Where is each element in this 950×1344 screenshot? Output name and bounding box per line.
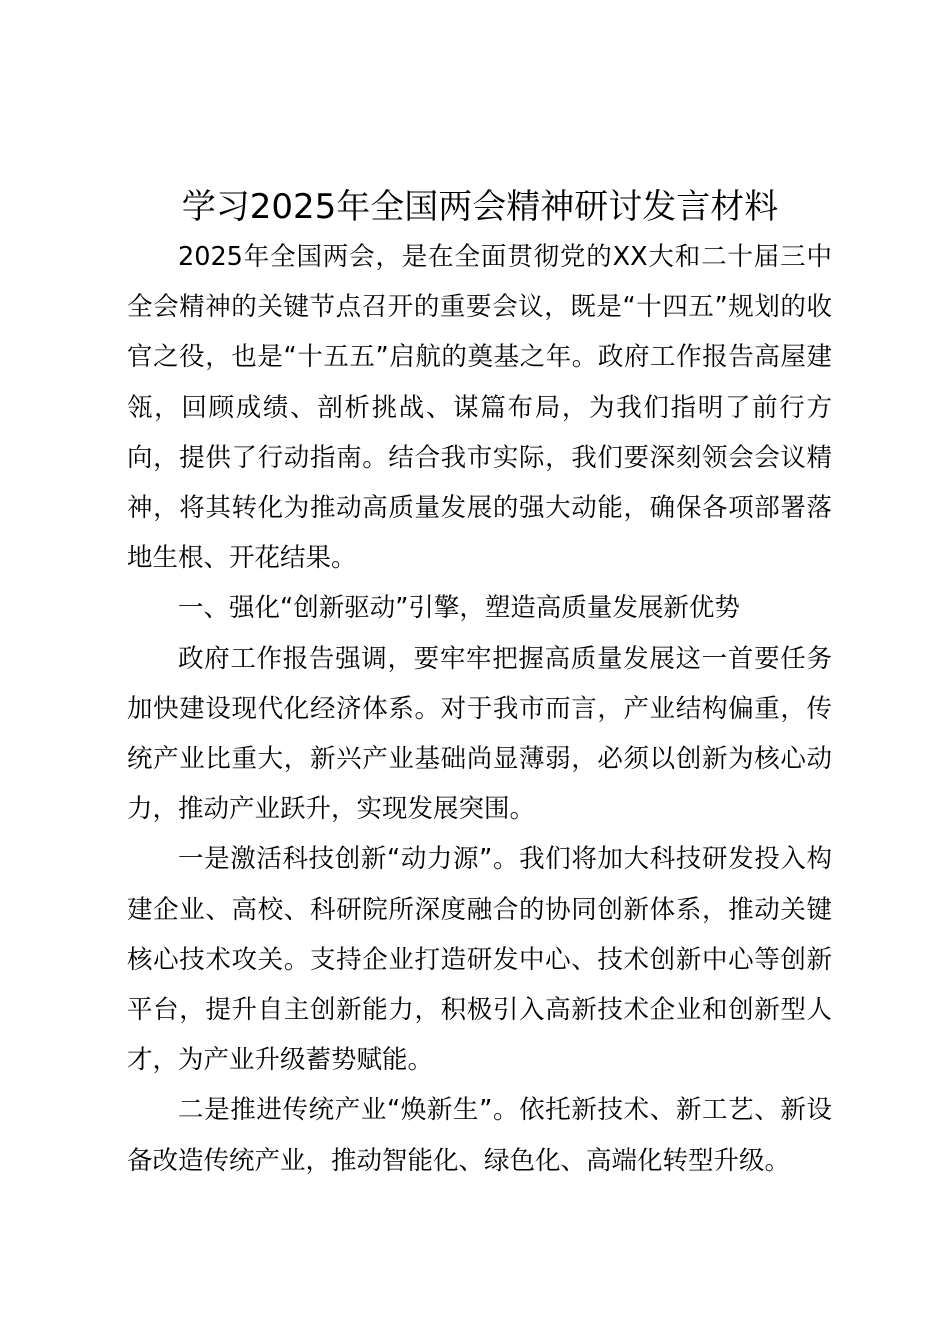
section-heading: 一、强化“创新驱动”引擎，塑造高质量发展新优势 — [178, 593, 740, 624]
section-paragraph: 政府工作报告强调，要牢牢把握高质量发展这一首要任务加快建设现代化经济体系。对于我市而言，产业结构偏重，传统产业比重大，新兴产业基础尚显薄弱，必须以创新为核心动力，推动产业跃升，实现发展突围。 — [127, 643, 832, 825]
point-one-paragraph: 一是激活科技创新“动力源”。我们将加大科技研发投入构建企业、高校、科研院所深度融合的协同创新体系，推动关键核心技术攻关。支持企业打造研发中心、技术创新中心等创新平台，提升自主创新能力，积极引入高新技术企业和创新型人才，为产业升级蓄势赋能。 — [127, 844, 832, 1076]
point-two-paragraph: 二是推进传统产业“焕新生”。依托新技术、新工艺、新设备改造传统产业，推动智能化、绿色化、高端化转型升级。 — [127, 1095, 832, 1176]
intro-paragraph: 2025年全国两会，是在全面贯彻党的XX大和二十届三中全会精神的关键节点召开的重要会议，既是“十四五”规划的收官之役，也是“十五五”启航的奠基之年。政府工作报告高屋建瓴，回顾成绩、剖析挑战、谋篇布局，为我们指明了前行方向，提供了行动指南。结合我市实际，我们要深刻领会会议精神，将其转化为推动高质量发展的强大动能，确保各项部署落地生根、开花结果。 — [127, 242, 832, 574]
document-title: 学习2025年全国两会精神研讨发言材料 — [181, 187, 779, 227]
document-body — [127, 232, 832, 1186]
